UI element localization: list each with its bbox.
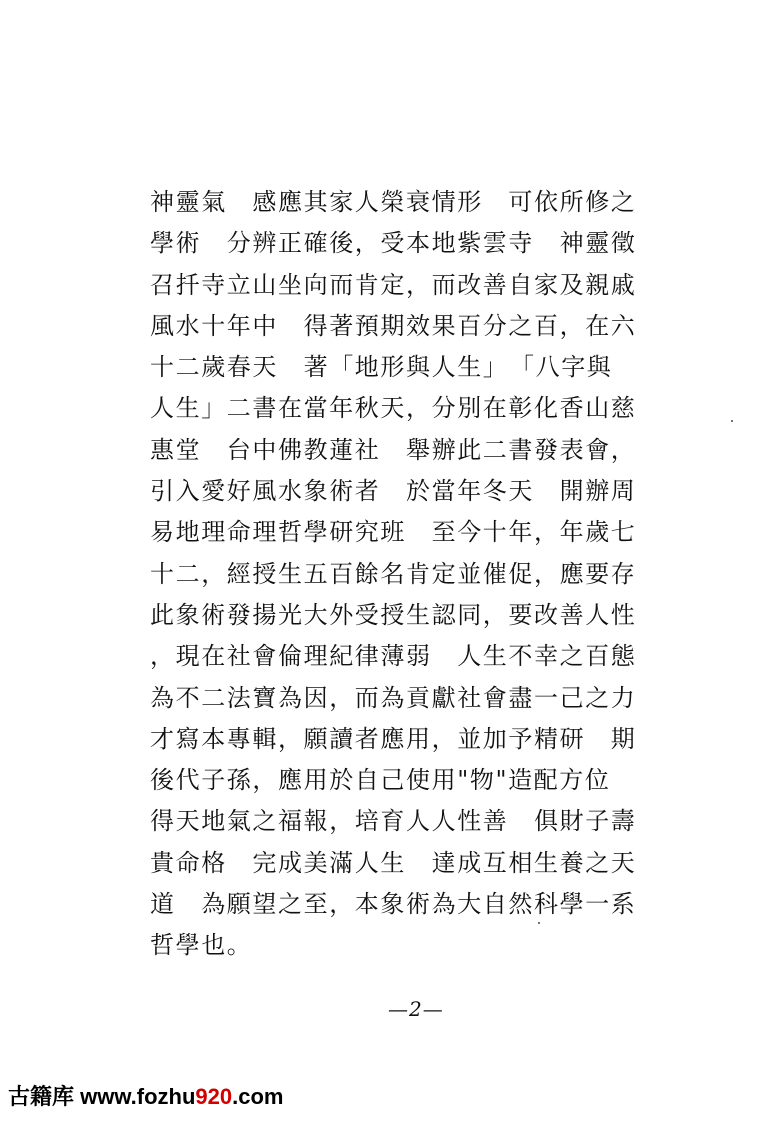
text-line: 才寫本專輯，願讀者應用，並加予精研 期 (150, 724, 637, 753)
watermark-url-suffix: .com (232, 1084, 284, 1109)
watermark-url-accent: 920 (195, 1084, 233, 1109)
text-line: 為不二法寶為因，而為貢獻社會盡一己之力 (150, 683, 637, 712)
text-line: 易地理命理哲學研究班 至今十年，年歲七 (150, 518, 637, 547)
text-line: 風水十年中 得著預期效果百分之百，在六 (150, 311, 637, 340)
text-line: 貴命格 完成美滿人生 達成互相生養之天 (150, 848, 637, 877)
text-line: 後代子孫，應用於自己使用"物"造配方位 (150, 766, 611, 795)
page-number: —2— (388, 997, 444, 1021)
text-line: 得天地氣之福報，培育人人性善 俱財子壽 (150, 807, 637, 836)
scan-speck (538, 922, 540, 924)
text-line: 召扦寺立山坐向而肯定，而改善自家及親戚 (150, 270, 637, 299)
watermark (8, 1082, 284, 1112)
watermark-url-prefix: www.fozhu (80, 1084, 196, 1109)
text-line: ，現在社會倫理紀律薄弱 人生不幸之百態 (150, 642, 637, 671)
text-line: 十二，經授生五百餘名肯定並催促，應要存 (150, 559, 637, 588)
text-line: 引入愛好風水象術者 於當年冬天 開辦周 (150, 477, 637, 506)
text-line: 此象術發揚光大外受授生認同，要改善人性 (150, 600, 637, 629)
text-line: 神靈氣 感應其家人榮衰情形 可依所修之 (150, 188, 637, 216)
scan-speck (731, 420, 733, 422)
text-line: 哲學也。 (150, 931, 253, 960)
text-line: 惠堂 台中佛教蓮社 舉辦此二書發表會， (150, 435, 637, 464)
text-line: 學術 分辨正確後，受本地紫雲寺 神靈徵 (150, 229, 637, 258)
text-line: 十二歲春天 著「地形與人生」 「八字與 (150, 353, 613, 382)
text-line: 人生」二書在當年秋天，分別在彰化香山慈 (150, 394, 637, 423)
watermark-site-name: 古籍库 (8, 1084, 75, 1109)
text-line: 道 為願望之至，本象術為大自然科學一系 (150, 890, 637, 919)
body-text (150, 182, 690, 967)
